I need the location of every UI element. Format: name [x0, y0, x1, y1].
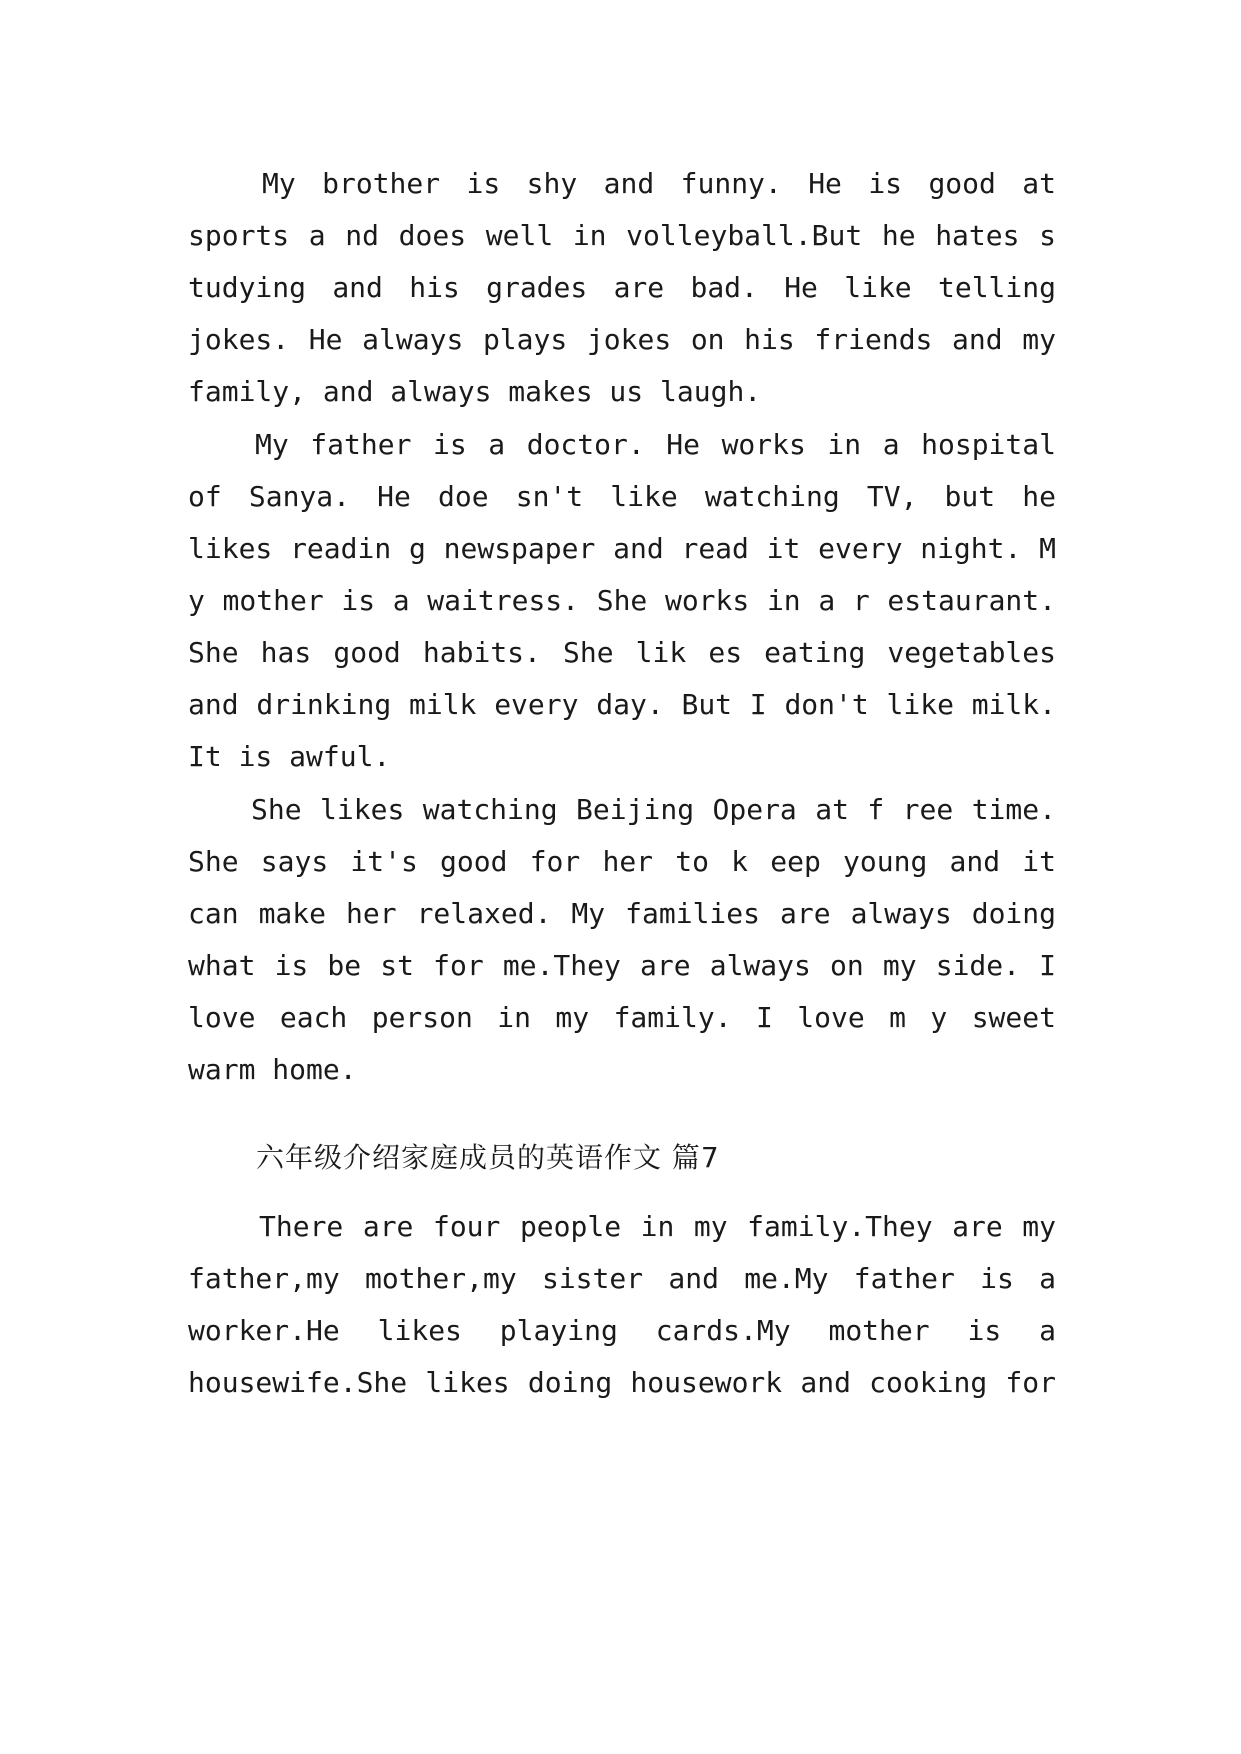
paragraph-2-line-7: It is awful.	[188, 740, 391, 773]
paragraph-3-line-4: what is be st for me.They are always on my side. I	[188, 949, 1056, 982]
paragraph-1-line-2: sports a nd does well in volleyball.But he hates s	[188, 219, 1056, 252]
paragraph-1-line-1: My brother is shy and funny. He is good at	[262, 167, 1056, 200]
section-paragraph-line-1: There are four people in my family.They are my	[259, 1210, 1056, 1243]
paragraph-3-line-3: can make her relaxed. My families are always doing	[188, 897, 1056, 930]
paragraph-2-line-3: likes readin g newspaper and read it every night. M	[188, 532, 1056, 565]
paragraph-1-line-4: jokes. He always plays jokes on his friends and my	[188, 323, 1056, 356]
section-paragraph-line-2: father,my mother,my sister and me.My father is a	[188, 1262, 1056, 1295]
paragraph-3-line-2: She says it's good for her to k eep young and it	[188, 845, 1056, 878]
paragraph-2-line-5: She has good habits. She lik es eating vegetables	[188, 636, 1056, 669]
paragraph-2-line-6: and drinking milk every day. But I don't like milk.	[188, 688, 1056, 721]
paragraph-3-line-5: love each person in my family. I love m y sweet	[188, 1001, 1056, 1034]
paragraph-1-line-3: tudying and his grades are bad. He like telling	[188, 271, 1056, 304]
paragraph-2-line-2: of Sanya. He doe sn't like watching TV, but he	[188, 480, 1056, 513]
paragraph-3-line-6: warm home.	[188, 1053, 357, 1086]
section-heading: 六年级介绍家庭成员的英语作文 篇7	[256, 1141, 720, 1174]
paragraph-2-line-4: y mother is a waitress. She works in a r estaurant.	[188, 584, 1056, 617]
section-paragraph-line-3: worker.He likes playing cards.My mother is a	[188, 1314, 1056, 1347]
paragraph-3-line-1: She likes watching Beijing Opera at f ree time.	[251, 793, 1056, 826]
paragraph-1-line-5: family, and always makes us laugh.	[188, 375, 762, 408]
paragraph-2-line-1: My father is a doctor. He works in a hospital	[255, 428, 1056, 461]
section-paragraph-line-4: housewife.She likes doing housework and cooking for	[188, 1366, 1056, 1399]
